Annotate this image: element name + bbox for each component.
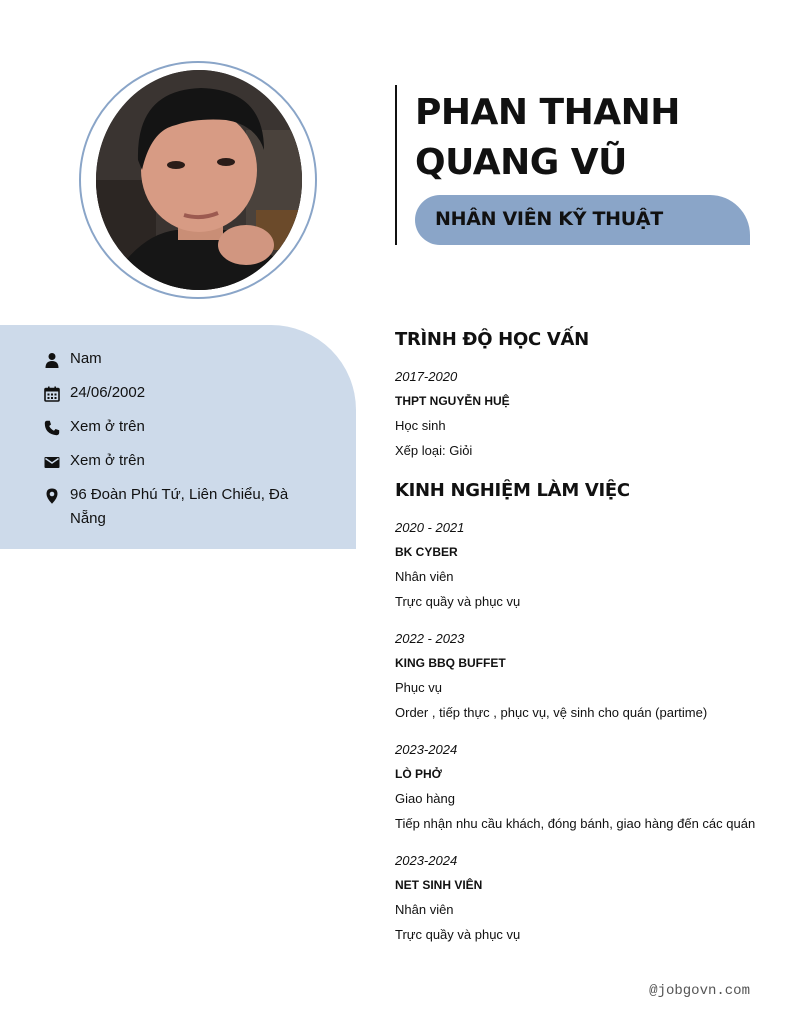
entry-line: Order , tiếp thực , phục vụ, vệ sinh cho quán (partime) <box>395 705 708 720</box>
entry-date: 2023-2024 <box>395 853 458 868</box>
position-title: NHÂN VIÊN KỸ THUẬT <box>435 208 663 230</box>
watermark: @jobgovn.com <box>649 983 750 999</box>
person-icon <box>44 352 60 368</box>
entry-organization: NET SINH VIÊN <box>395 878 483 892</box>
entry-line: Xếp loại: Giỏi <box>395 443 473 458</box>
contact-address <box>44 486 310 531</box>
gender-text: Nam <box>70 350 102 367</box>
entry-line: Giao hàng <box>395 791 455 806</box>
phone-icon <box>44 420 60 436</box>
education-heading: TRÌNH ĐỘ HỌC VẤN <box>395 329 589 350</box>
entry-line: Tiếp nhận nhu cầu khách, đóng bánh, giao hàng đến các quán <box>395 816 756 831</box>
experience-entry <box>395 853 765 943</box>
entry-organization: THPT NGUYỄN HUỆ <box>395 394 510 408</box>
entry-line: Nhân viên <box>395 569 454 584</box>
entry-line: Học sinh <box>395 418 446 433</box>
position-badge <box>415 195 750 245</box>
entry-line: Nhân viên <box>395 902 454 917</box>
entry-date: 2023-2024 <box>395 742 458 757</box>
calendar-icon <box>44 386 60 402</box>
phone-text: Xem ở trên <box>70 418 145 435</box>
contact-phone <box>44 418 310 439</box>
contact-gender <box>44 350 310 371</box>
contact-email <box>44 452 310 473</box>
location-pin-icon <box>44 488 60 504</box>
avatar <box>96 70 302 290</box>
entry-date: 2017-2020 <box>395 369 458 384</box>
avatar-photo <box>96 70 302 290</box>
candidate-name: PHAN THANH QUANG VŨ <box>415 92 680 183</box>
entry-date: 2020 - 2021 <box>395 520 465 535</box>
entry-organization: KING BBQ BUFFET <box>395 656 506 670</box>
entry-organization: BK CYBER <box>395 545 458 559</box>
experience-entry <box>395 742 765 832</box>
experience-entry <box>395 520 765 610</box>
mail-icon <box>44 454 60 470</box>
entry-line: Trực quầy và phục vụ <box>395 594 521 609</box>
entry-line: Trực quầy và phục vụ <box>395 927 521 942</box>
address-text: 96 Đoàn Phú Tứ, Liên Chiểu, Đà Nẵng <box>70 486 289 527</box>
experience-heading: KINH NGHIỆM LÀM VIỆC <box>395 480 630 501</box>
entry-organization: LÒ PHỞ <box>395 767 442 781</box>
name-divider <box>395 85 397 245</box>
birthday-text: 24/06/2002 <box>70 384 146 401</box>
experience-entry <box>395 631 765 721</box>
contact-birthday <box>44 384 310 405</box>
entry-line: Phục vụ <box>395 680 442 695</box>
email-text: Xem ở trên <box>70 452 145 469</box>
entry-date: 2022 - 2023 <box>395 631 465 646</box>
education-entry <box>395 369 765 459</box>
contact-panel <box>0 325 356 549</box>
